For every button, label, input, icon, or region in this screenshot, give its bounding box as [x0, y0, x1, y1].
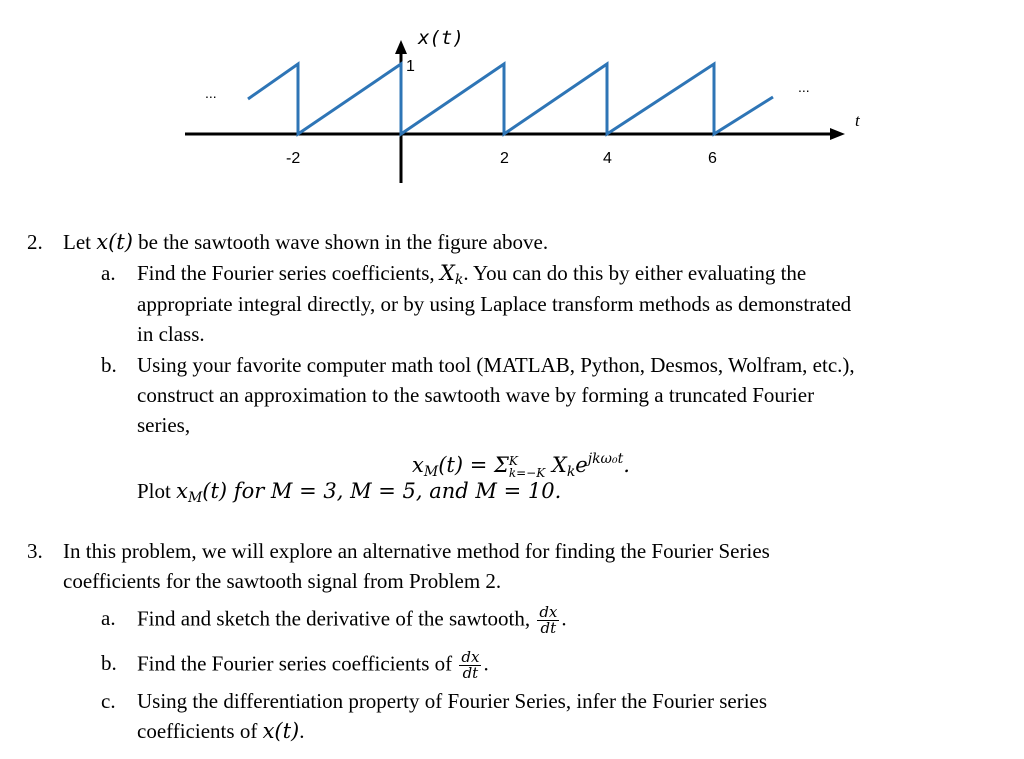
problem3-b-line: Find the Fourier series coefficients of $\frac{dx}{dt}$ . — [137, 648, 489, 682]
problem3-c-line1: Using the differentiation property of Fourier Series, infer the Fourier series — [137, 689, 768, 713]
problem2-a-line3: in class. — [137, 322, 205, 346]
t-axis-arrowhead — [830, 128, 845, 140]
problem2-a-line1-a: Find the Fourier series coefficients, — [137, 261, 440, 285]
problem3-number: 3. — [27, 539, 43, 563]
problem3-c-line2-b: . — [299, 719, 305, 743]
problem3-a-line: Find and sketch the derivative of the sawtooth, $\frac{dx}{dt}$ . — [137, 603, 567, 637]
problem2-a-line2: appropriate integral directly, or by using Laplace transform methods as demonstrated — [137, 292, 852, 316]
problem3-c-label: c. — [101, 689, 116, 713]
fourier-equation: $x_M(t) = \Sigma$ K k=−K $X_ke^{jk\omega_0t}$. — [412, 451, 630, 480]
problem3-b-label: b. — [101, 651, 117, 675]
plot-line-b: (t) for M = 3, M = 5, and M = 10. — [202, 479, 562, 503]
problem3-a-label: a. — [101, 606, 116, 630]
peak-value-label: 1 — [406, 58, 415, 75]
problem3-c-line2 — [137, 718, 304, 744]
problem3-a-text: Find and sketch the derivative of the sawtooth, — [137, 606, 531, 631]
problem2-a-label: a. — [101, 261, 116, 285]
t-axis-label: t — [855, 111, 860, 130]
ellipsis-left: ... — [205, 85, 217, 101]
problem2-intro-var: x(t) — [96, 230, 133, 254]
sawtooth-waveform — [248, 64, 773, 134]
problem2-a-line1-b: . You can do this by either evaluating the — [463, 261, 807, 285]
problem2-b-line1: Using your favorite computer math tool (MATLAB, Python, Desmos, Wolfram, etc.), — [137, 353, 855, 377]
problem2-b-line2: construct an approximation to the sawtooth wave by forming a truncated Fourier — [137, 383, 815, 407]
x-axis-arrowhead — [395, 40, 407, 54]
problem2-a-var: X — [439, 261, 455, 285]
plot-line-a: Plot — [137, 479, 177, 503]
derivative-fraction-a: $\frac{dx}{dt}$ — [539, 603, 558, 637]
y-axis-label: x(t) — [418, 27, 464, 49]
problem2-plot-line — [137, 478, 561, 511]
problem3-intro-line2: coefficients for the sawtooth signal from Problem 2. — [63, 569, 502, 593]
problem3-c-var: x(t) — [262, 719, 300, 743]
tick-label-4: 4 — [603, 150, 612, 167]
problem3-b-text: Find the Fourier series coefficients of — [137, 651, 453, 676]
tick-label-neg2: -2 — [286, 150, 301, 167]
problem2-b-label: b. — [101, 353, 117, 377]
derivative-fraction-b: $\frac{dx}{dt}$ — [461, 648, 480, 682]
problem2-intro — [63, 229, 548, 255]
problem2-number: 2. — [27, 230, 43, 254]
plot-line-sub: M — [187, 490, 203, 506]
problem2-b-line3: series, — [137, 413, 191, 437]
problem2-a-line1 — [137, 260, 806, 293]
sawtooth-figure — [0, 0, 1024, 200]
tick-label-2: 2 — [500, 150, 509, 167]
problem2-intro-b: be the sawtooth wave shown in the figure above. — [132, 230, 549, 254]
ellipsis-right: ... — [798, 79, 810, 95]
plot-line-var: x — [176, 479, 188, 503]
problem3-intro-line1: In this problem, we will explore an alternative method for finding the Fourier Series — [63, 539, 770, 563]
problem2-a-sub: k — [454, 272, 464, 288]
tick-label-6: 6 — [708, 150, 717, 167]
problem2-intro-a: Let — [63, 230, 97, 254]
problem3-c-line2-a: coefficients of — [137, 719, 263, 743]
